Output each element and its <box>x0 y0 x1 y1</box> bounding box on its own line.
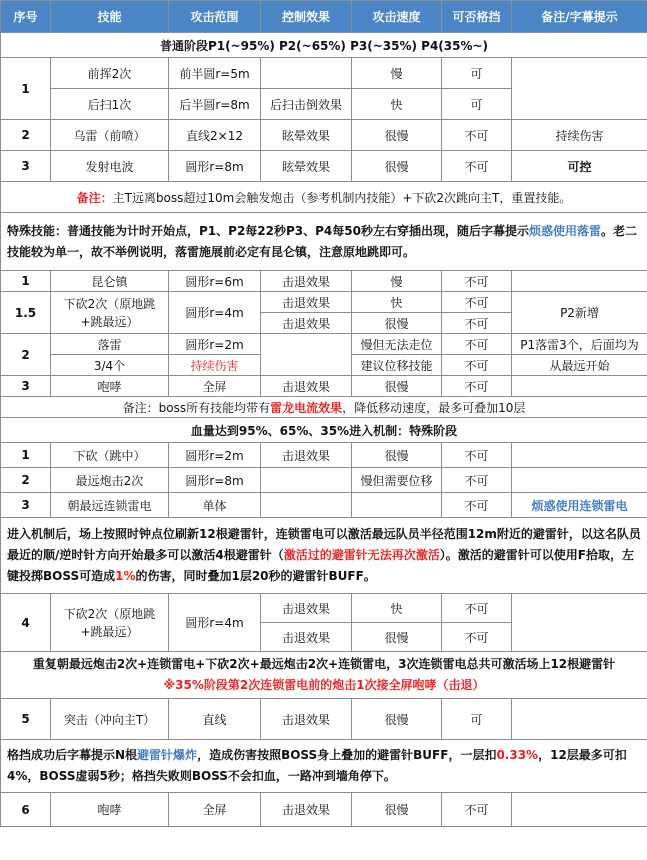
block-cell: 不可 <box>442 443 512 468</box>
mechanic-note-row <box>1 518 647 594</box>
range-cell: 直线2×12 <box>169 120 261 151</box>
block-note-highlight: 避雷针爆炸 <box>137 748 198 762</box>
row-id: 4 <box>1 594 51 652</box>
special-intro-text2: 。老二技能较为单一，故不举例说明，落雷施展前必定有昆仑镇，注意原地跳即可。 <box>7 223 638 259</box>
speed-cell: 慢 <box>352 58 442 89</box>
row-id: 2 <box>1 334 51 376</box>
control-cell: 眩晕效果 <box>261 120 352 151</box>
skill-cell: 咆哮 <box>51 376 169 397</box>
range-cell: 前半圆r=5m <box>169 58 261 89</box>
table-row <box>1 376 647 397</box>
table-row <box>1 292 647 313</box>
row-id: 3 <box>1 493 51 518</box>
repeat-note-line2: ※35%阶段第2次连锁雷电前的炮击1次接全屏咆哮（击退） <box>163 678 485 692</box>
speed-cell: 慢 <box>352 271 442 292</box>
block-cell: 不可 <box>442 313 512 334</box>
block-cell: 不可 <box>442 120 512 151</box>
range-cell: 圆形r=2m <box>169 443 261 468</box>
skill-cell: 乌雷（前喷） <box>51 120 169 151</box>
block-cell: 不可 <box>442 355 512 376</box>
remark-row <box>1 397 647 418</box>
speed-cell: 很慢 <box>352 313 442 334</box>
note-cell <box>512 594 647 652</box>
block-cell: 不可 <box>442 376 512 397</box>
control-cell: 击退效果 <box>261 292 352 313</box>
control-cell <box>261 334 352 376</box>
mech-highlight2: 1% <box>115 569 136 583</box>
speed-cell: 很慢 <box>352 623 442 652</box>
table-row <box>1 699 647 740</box>
table-row <box>1 151 647 182</box>
header-control: 控制效果 <box>261 1 352 33</box>
block-note-percent: 0.33% <box>496 748 539 762</box>
range-cell: 单体 <box>169 493 261 518</box>
row-id: 1.5 <box>1 292 51 334</box>
control-cell: 击退效果 <box>261 313 352 334</box>
row-id: 2 <box>1 120 51 151</box>
mech-text2: ）。激活的避雷针可以使用F拾取，左键投掷BOSS可造成 <box>7 548 634 583</box>
control-cell: 击退效果 <box>261 594 352 623</box>
skill-cell: 昆仑镇 <box>51 271 169 292</box>
header-speed: 攻击速度 <box>352 1 442 33</box>
speed-cell: 慢但需要位移 <box>352 468 442 493</box>
skill-cell: 下砍2次（原地跳+跳最远） <box>51 594 169 652</box>
note-cell <box>512 443 647 468</box>
remark-text: 主T远离boss超过10m会触发炮击（参考机制内技能）+下砍2次跳向主T，重置技能。 <box>112 190 572 205</box>
note-cell: P2新增 <box>512 292 647 334</box>
range-cell: 圆形r=2m <box>169 334 261 355</box>
block-cell: 不可 <box>442 493 512 518</box>
control-cell <box>261 493 352 518</box>
normal-phase-title: 普通阶段P1(~95%) P2(~65%) P3(~35%) P4(35%~) <box>1 33 647 58</box>
range-cell: 圆形r=4m <box>169 292 261 334</box>
skill-cell: 后扫1次 <box>51 89 169 120</box>
block-cell: 不可 <box>442 271 512 292</box>
special-intro-row <box>1 213 647 271</box>
note-cell: 烦惑使用连锁雷电 <box>512 493 647 518</box>
control-cell <box>261 58 352 89</box>
header-note: 备注/字幕提示 <box>512 1 647 33</box>
table-row <box>1 493 647 518</box>
row-id: 1 <box>1 58 51 120</box>
block-cell: 不可 <box>442 468 512 493</box>
range-cell: 持续伤害 <box>169 355 261 376</box>
skill-cell: 突击（冲向主T） <box>51 699 169 740</box>
range-cell: 后半圆r=8m <box>169 89 261 120</box>
special-intro-text1: 特殊技能：普通技能为计时开始点，P1、P2每22秒P3、P4每50秒左右穿插出现，随后字幕提示 <box>7 223 529 238</box>
note-cell <box>512 468 647 493</box>
row-id: 3 <box>1 376 51 397</box>
remark2-post: ，降低移动速度，最多可叠加10层 <box>342 400 526 415</box>
note-cell: P1落雷3个，后面均为 <box>512 334 647 355</box>
table-row <box>1 443 647 468</box>
repeat-note-line1: 重复朝最远炮击2次+连锁雷电+下砍2次+最远炮击2次+连锁雷电，3次连锁雷电总共可激活场上12根避雷针 <box>32 657 616 671</box>
block-cell: 不可 <box>442 793 512 827</box>
range-cell: 圆形r=8m <box>169 151 261 182</box>
speed-cell: 很慢 <box>352 376 442 397</box>
mech-text1: 进入机制后，场上按照时钟点位刷新12根避雷针，连锁雷电可以激活最远队员半径范围12m附近的避雷针，以这名队员最近的顺/逆时针方向开始最多可以激活4根避雷针（ <box>7 527 641 562</box>
block-cell: 不可 <box>442 623 512 652</box>
block-cell: 不可 <box>442 151 512 182</box>
speed-cell: 很慢 <box>352 151 442 182</box>
block-cell: 可 <box>442 699 512 740</box>
block-cell: 可 <box>442 58 512 89</box>
block-note-text3: ，12层最多可扣4%，BOSS虚弱5秒；格挡失败则BOSS不会扣血，一路冲到墙角停下。 <box>7 748 627 783</box>
skill-cell: 下砍（跳中） <box>51 443 169 468</box>
range-cell: 圆形r=8m <box>169 468 261 493</box>
section-title-row <box>1 418 647 443</box>
table-row <box>1 594 647 623</box>
speed-cell: 很慢 <box>352 793 442 827</box>
row-id: 1 <box>1 271 51 292</box>
skill-cell: 发射电波 <box>51 151 169 182</box>
mechanic-note-cell <box>1 518 647 594</box>
header-range: 攻击范围 <box>169 1 261 33</box>
note-cell <box>512 271 647 292</box>
section-title-row <box>1 33 647 58</box>
speed-cell: 很慢 <box>352 699 442 740</box>
speed-cell <box>352 493 442 518</box>
block-cell: 可 <box>442 89 512 120</box>
remark-cell <box>1 182 647 213</box>
mech-highlight1: 激活过的避雷针无法再次激活 <box>283 548 440 562</box>
table-row <box>1 120 647 151</box>
row-id: 3 <box>1 151 51 182</box>
note-cell <box>512 793 647 827</box>
row-id: 1 <box>1 443 51 468</box>
speed-cell: 很慢 <box>352 120 442 151</box>
range-cell: 直线 <box>169 699 261 740</box>
speed-cell: 建议位移技能 <box>352 355 442 376</box>
header-id: 序号 <box>1 1 51 33</box>
control-cell: 击退效果 <box>261 443 352 468</box>
table-row <box>1 58 647 89</box>
blood-phase-title: 血量达到95%、65%、35%进入机制：特殊阶段 <box>1 418 647 443</box>
skill-cell: 朝最远连锁雷电 <box>51 493 169 518</box>
block-note-row <box>1 740 647 793</box>
block-note-cell <box>1 740 647 793</box>
speed-cell: 快 <box>352 89 442 120</box>
mech-text3: 的伤害，同时叠加1层20秒的避雷针BUFF。 <box>135 569 376 583</box>
header-skill: 技能 <box>51 1 169 33</box>
range-cell: 圆形r=4m <box>169 594 261 652</box>
control-cell <box>261 468 352 493</box>
block-note-text1: 格挡成功后字幕提示N根 <box>7 748 138 762</box>
block-cell: 不可 <box>442 594 512 623</box>
note-cell: 从最远开始 <box>512 355 647 376</box>
note-cell <box>512 58 647 120</box>
skill-cell: 咆哮 <box>51 793 169 827</box>
range-cell: 全屏 <box>169 376 261 397</box>
remark2-cell <box>1 397 647 418</box>
special-intro-cell <box>1 213 647 271</box>
skill-cell: 落雷 <box>51 334 169 355</box>
row-id: 2 <box>1 468 51 493</box>
range-cell: 全屏 <box>169 793 261 827</box>
skill-cell: 最远炮击2次 <box>51 468 169 493</box>
control-cell: 后扫击倒效果 <box>261 89 352 120</box>
skill-cell: 前挥2次 <box>51 58 169 89</box>
range-cell: 圆形r=6m <box>169 271 261 292</box>
table-row <box>1 468 647 493</box>
note-cell <box>512 376 647 397</box>
block-note-text2: ，造成伤害按照BOSS身上叠加的避雷针BUFF，一层扣 <box>197 748 497 762</box>
block-cell: 不可 <box>442 292 512 313</box>
note-cell: 可控 <box>512 151 647 182</box>
speed-cell: 快 <box>352 594 442 623</box>
control-cell: 击退效果 <box>261 793 352 827</box>
remark2-pre: 备注：boss所有技能均带有 <box>122 400 271 415</box>
note-cell: 持续伤害 <box>512 120 647 151</box>
repeat-note-row <box>1 652 647 699</box>
speed-cell: 快 <box>352 292 442 313</box>
row-id: 5 <box>1 699 51 740</box>
remark-row <box>1 182 647 213</box>
remark-label: 备注： <box>76 190 113 205</box>
skill-cell: 下砍2次（原地跳+跳最远） <box>51 292 169 334</box>
special-intro-highlight: 烦惑使用落雷 <box>528 223 601 238</box>
control-cell: 击退效果 <box>261 271 352 292</box>
header-block: 可否格挡 <box>442 1 512 33</box>
skill-cell: 3/4个 <box>51 355 169 376</box>
table-row <box>1 271 647 292</box>
table-row <box>1 334 647 355</box>
speed-cell: 慢但无法走位 <box>352 334 442 355</box>
control-cell: 击退效果 <box>261 623 352 652</box>
remark2-highlight: 雷龙电流效果 <box>270 400 343 415</box>
table-row <box>1 793 647 827</box>
control-cell: 击退效果 <box>261 376 352 397</box>
control-cell: 击退效果 <box>261 699 352 740</box>
repeat-note-cell <box>1 652 647 699</box>
header-row <box>1 1 647 33</box>
speed-cell: 很慢 <box>352 443 442 468</box>
control-cell: 眩晕效果 <box>261 151 352 182</box>
note-cell <box>512 699 647 740</box>
block-cell: 不可 <box>442 334 512 355</box>
row-id: 6 <box>1 793 51 827</box>
